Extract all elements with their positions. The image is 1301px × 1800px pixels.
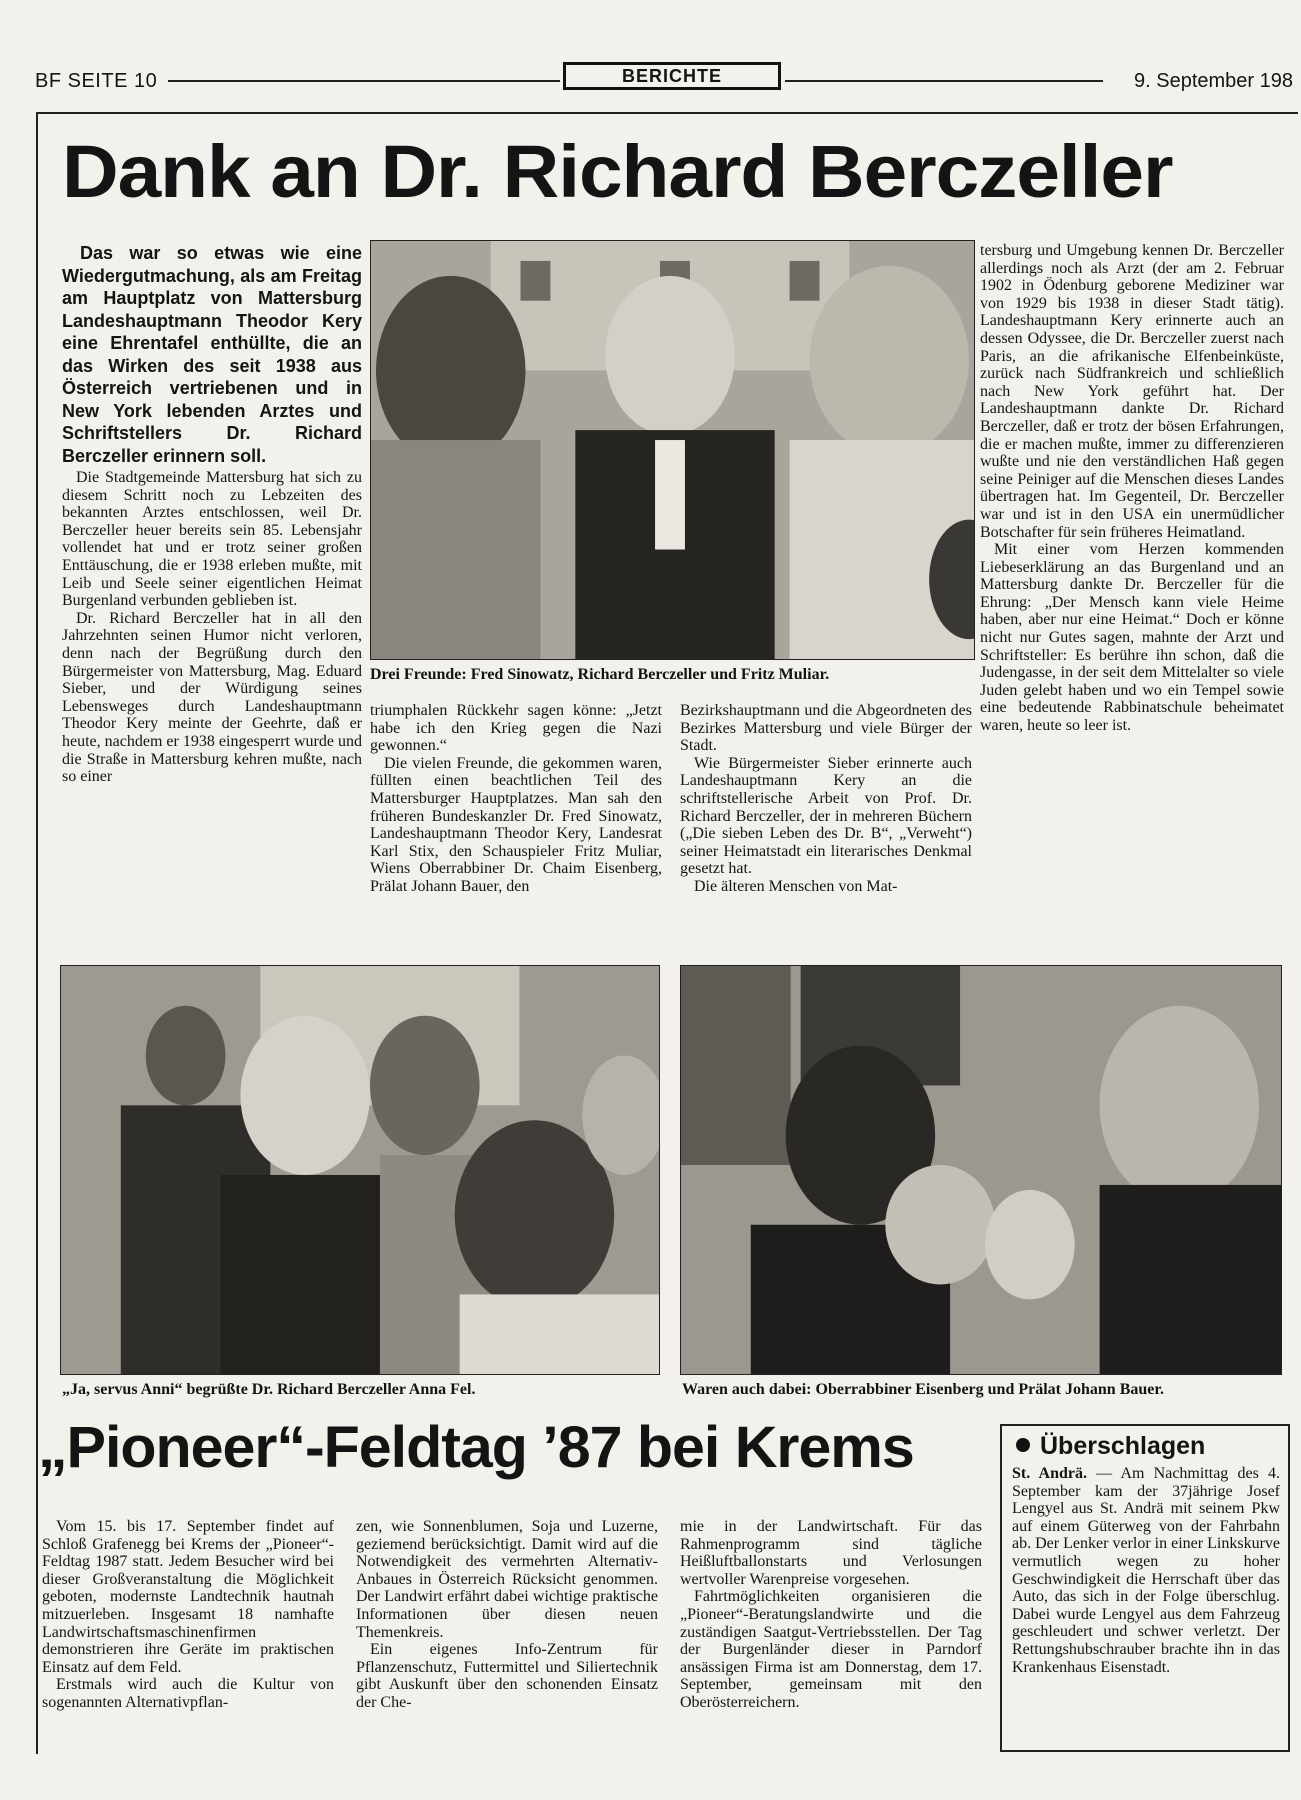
paragraph: zen, wie Sonnenblumen, Soja und Luzerne, geziemend berücksichtigt. Damit wird auf die Notwendigkeit des vermehrten Alternativ-Anbaues in Österreich Rücksicht genommen. Der Landwirt erfährt dabei wichtige praktische Informationen über diesen neuen Themenkreis. [356,1518,658,1641]
article-column-4 [980,242,1284,735]
paragraph: Die Stadtgemeinde Mattersburg hat sich zu diesem Schritt noch zu Lebzeiten des bekannten Arztes entschlossen, weil Dr. Berczeller heuer bereits sein 85. Lebensjahr vollendet hat und er trotz seiner großen Enttäuschung, die er 1938 erleben mußte, mit Leib und Seele seiner eigentlichen Heimat Burgenland verbunden geblieben ist. [62,469,362,610]
paragraph: Mit einer vom Herzen kommenden Liebeserklärung an das Burgenland und an Mattersburg dankte Dr. Berczeller für die Ehrung: „Der Mensch kann viele Heime haben, aber nur eine Heimat.“ Doch er könne nicht nur Gutes sagen, mahnte der Arzt und Schriftsteller: Es berühre ihn schon, daß die Judengasse, in der seit dem Mittelalter so viele Juden gelebt haben und wo ein Tempel sowie eine bedeutende Rabbinatschule beheimatet waren, heute so leer ist. [980,541,1284,735]
dateline: St. Andrä. [1012,1465,1087,1482]
paragraph: Dr. Richard Berczeller hat in all den Jahrzehnten seinen Humor nicht verloren, denn nach der Begrüßung durch den Bürgermeister von Mattersburg, Mag. Eduard Sieber, und der Würdigung seines Lebensweges durch Landeshauptmann Theodor Kery meinte der Geehrte, daß er heute, nachdem er 1938 eingesperrt wurde und die Straße in Mattersburg kehren mußte, nach so einer [62,609,362,786]
paragraph: Bezirkshauptmann und die Abgeordneten des Bezirkes Mattersburg und viele Bürger der Stadt. [680,702,972,755]
news-brief-box [1000,1424,1290,1752]
article-headline: „Pioneer“-Feldtag ’87 bei Krems [38,1415,914,1480]
news-brief-text: — Am Nachmittag des 4. September kam der 37jährige Josef Lengyel aus St. Andrä mit seinem Pkw auf einem Güterweg von der Fahrbahn ab. Der Lenker verlor in einer Linkskurve vermutlich wegen zu hoher Geschwindigkeit die Herrschaft über das Auto, das sich in der Folge überschlug. Dabei wurde Lengyel aus dem Fahrzeug geschleudert und schwer verletzt. Der Rettungshubschrauber brachte ihn in das Krankenhaus Eisenstadt. [1012,1465,1280,1676]
issue-date: 9. September 198 [1134,70,1293,92]
paragraph: Vom 15. bis 17. September findet auf Schloß Grafenegg bei Krems der „Pioneer“-Feldtag 1987 statt. Jedem Besucher wird bei dieser Großveranstaltung die Möglichkeit geboten, modernste Landtechnik hautnah mitzuerleben. Insgesamt 18 namhafte Landwirtschaftsmaschinenfirmen demonstrieren ihre Geräte im praktischen Einsatz auf dem Feld. [42,1518,334,1676]
paragraph: Die vielen Freunde, die gekommen waren, füllten einen beachtlichen Teil des Mattersburger Hauptplatzes. Man sah den früheren Bundeskanzler Dr. Fred Sinowatz, Landeshauptmann Theodor Kery, Landesrat Karl Stix, den Schauspieler Fritz Muliar, Wiens Oberrabbiner Dr. Chaim Eisenberg, Prälat Johann Bauer, den [370,754,662,895]
article-column-2 [370,702,662,896]
article-headline: Dank an Dr. Richard Berczeller [62,130,1173,213]
photo-caption: Waren auch dabei: Oberrabbiner Eisenberg und Prälat Johann Bauer. [682,1381,1164,1398]
article-column-1 [62,242,362,786]
paragraph: Erstmals wird auch die Kultur von sogenannten Alternativpflan- [42,1676,334,1711]
news-brief-title-text: Überschlagen [1040,1432,1206,1460]
article2-column-3 [680,1518,982,1712]
bullet-icon [1016,1438,1030,1452]
article-column-3 [680,702,972,896]
section-label: BERICHTE [563,62,781,90]
photo-greeting [60,965,660,1375]
paragraph: Wie Bürgermeister Sieber erinnerte auch Landeshauptmann Kery an die schriftstellerische Arbeit von Prof. Dr. Richard Berczeller, der in mehreren Büchern („Die sieben Leben des Dr. B“, „Verweht“) seiner Heimatstadt ein literarisches Denkmal gesetzt hat. [680,754,972,878]
article2-column-1 [42,1518,334,1712]
paragraph: mie in der Landwirtschaft. Für das Rahmenprogramm sind tägliche Heißluftballonstarts und Verlosungen wertvoller Warenpreise vorgesehen. [680,1518,982,1588]
paragraph: Fahrtmöglichkeiten organisieren die „Pioneer“-Beratungslandwirte und die zuständigen Saatgut-Vertriebsstellen. Der Tag der Burgenländer dieser in Parndorf ansässigen Firma ist am Donnerstag, dem 17. September, gemeinsam mit den Oberösterreichern. [680,1588,982,1711]
header-rule-right [785,80,1103,82]
paragraph: triumphalen Rückkehr sagen könne: „Jetzt habe ich den Krieg gegen die Nazi gewonnen.“ [370,702,662,755]
header-rule-left [168,80,560,82]
paragraph: Ein eigenes Info-Zentrum für Pflanzenschutz, Futtermittel und Siliertechnik gibt Auskunft über den schonenden Einsatz der Che- [356,1641,658,1711]
photo-three-men [370,240,975,660]
news-brief-body [1002,1461,1288,1676]
paragraph: Die älteren Menschen von Mat- [694,877,898,895]
paragraph: tersburg und Umgebung kennen Dr. Berczeller allerdings noch als Arzt (der am 2. Februar 1902 in Ödenburg geborene Mediziner war von 1929 bis 1938 in dieser Stadt tätig). Landeshauptmann Kery erinnerte auch an dessen Odyssee, die Dr. Berczeller zuerst nach Paris, an die afrikanische Elfenbeinküste, zurück nach Südfrankreich und schließlich nach New York geführt hat. Der Landeshauptmann dankte Dr. Richard Berczeller, daß er trotz der bösen Erfahrungen, die er machen mußte, immer zu differenzieren wußte und nie den verständlichen Haß gegen seine Peiniger auf die Menschen dieses Landes übertragen hat. Im Gegenteil, Dr. Berczeller war und ist in den USA ein unermüdlicher Botschafter für sein früheres Heimatland. [980,242,1284,541]
article-lead: Das war so etwas wie eine Wiedergutmachung, als am Freitag am Hauptplatz von Mattersburg Landeshauptmann Theodor Kery eine Ehrentafel enthüllte, die an das Wirken des seit 1938 aus Österreich vertriebenen und in New York lebenden Arztes und Schriftstellers Dr. Richard Berczeller erinnern soll. [62,243,362,466]
photo-caption: „Ja, servus Anni“ begrüßte Dr. Richard Berczeller Anna Fel. [62,1381,476,1398]
page-number: BF SEITE 10 [35,70,158,92]
news-brief-title [1002,1426,1288,1461]
photo-caption: Drei Freunde: Fred Sinowatz, Richard Berczeller und Fritz Muliar. [370,666,830,683]
article2-column-2 [356,1518,658,1712]
photo-rabbi-and-prelate [680,965,1282,1375]
